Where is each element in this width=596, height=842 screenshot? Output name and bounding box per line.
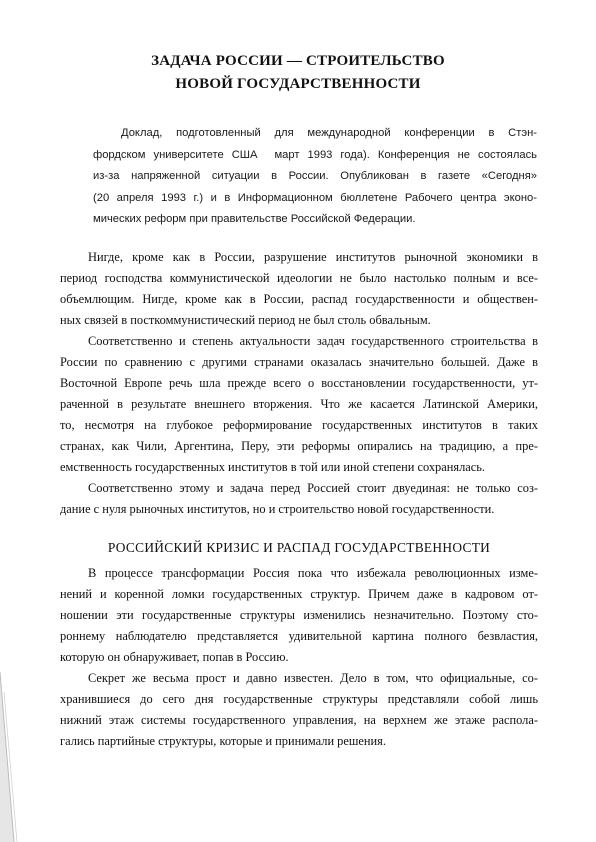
text-line: В процессе трансформации Россия пока что избежала революционных изме- (88, 566, 538, 580)
title-line-2: НОВОЙ ГОСУДАРСТВЕННОСТИ (175, 76, 421, 92)
text-line: Восточной Европе речь шла прежде всего о восстановлении государственности, ут- (60, 376, 538, 390)
text-line: ных связей в посткоммунистический период не был столь обвальным. (60, 313, 431, 327)
title-line-1: ЗАДАЧА РОССИИ — СТРОИТЕЛЬСТВО (151, 53, 445, 69)
section-1-body (60, 247, 538, 520)
abstract-line: Доклад, подготовленный для международной конференции в Стэн- (121, 127, 537, 139)
text-line: странах, как Чили, Аргентина, Перу, эти реформы опирались на традицию, а пре- (60, 439, 538, 453)
text-line: ношении эти государственные структуры изменились незначительно. Поэтому сто- (60, 608, 538, 622)
section-2-body (60, 563, 538, 752)
abstract-line: мических реформ при правительстве Российской Федерации. (93, 213, 416, 225)
text-line: раченной в результате внешнего вторжения. Что же касается Латинской Америки, (60, 397, 538, 411)
abstract-line: фордском университете США март 1993 года). Конференция не состоялась (93, 148, 537, 161)
paragraph (60, 331, 538, 478)
text-line: России по сравнению с другими странами оказалась значительно большей. Даже в (60, 355, 538, 369)
abstract-line: (20 апреля 1993 г.) и в Информационном бюллетене Рабочего центра эконо- (93, 191, 537, 204)
paragraph (60, 668, 538, 752)
text-line: хранившиеся до сего дня государственные структуры представляли собой лишь (60, 692, 538, 706)
paragraph (60, 563, 538, 668)
text-line: которую он обнаруживает, попав в Россию. (60, 650, 289, 664)
text-line: Нигде, кроме как в России, разрушение институтов рыночной экономики в (88, 250, 538, 264)
text-line: объемлющим. Нигде, кроме как в России, распад государственности и обществен- (60, 292, 538, 306)
document-title (60, 50, 536, 96)
paragraph (60, 478, 538, 520)
text-line: Соответственно и степень актуальности задач государственного строительства в (88, 334, 538, 348)
paragraph (60, 247, 538, 331)
text-line: период господства коммунистической идеологии не было настолько полным и все- (60, 271, 538, 285)
abstract (93, 123, 537, 231)
abstract-line: из-за напряженной ситуации в России. Опубликован в газете «Сегодня» (93, 170, 537, 182)
text-line: Секрет же весьма прост и давно известен. Дело в том, что официальные, со- (88, 671, 538, 685)
text-line: Соответственно этому и задача перед Россией стоит двуединая: не только соз- (88, 481, 538, 495)
text-line: роннему наблюдателю представляется удивительной картина полного безвластия, (60, 629, 538, 643)
page-curl-shadow (0, 672, 40, 842)
text-line: дание с нуля рыночных институтов, но и строительство новой государственности. (60, 502, 495, 516)
text-line: гались партийные структуры, которые и принимали решения. (60, 734, 386, 748)
text-line: емственность государственных институтов в той или иной степени сохранялась. (60, 460, 486, 474)
text-line: нижний этаж системы государственного управления, на верхнем же этаже распола- (60, 713, 538, 727)
section-heading: РОССИЙСКИЙ КРИЗИС И РАСПАД ГОСУДАРСТВЕННОСТИ (107, 540, 491, 555)
text-line: нений и коренной ломки государственных структур. Причем даже в кадровом от- (60, 587, 538, 601)
text-line: то, несмотря на глубокое реформирование государственных институтов в таких (60, 418, 538, 432)
